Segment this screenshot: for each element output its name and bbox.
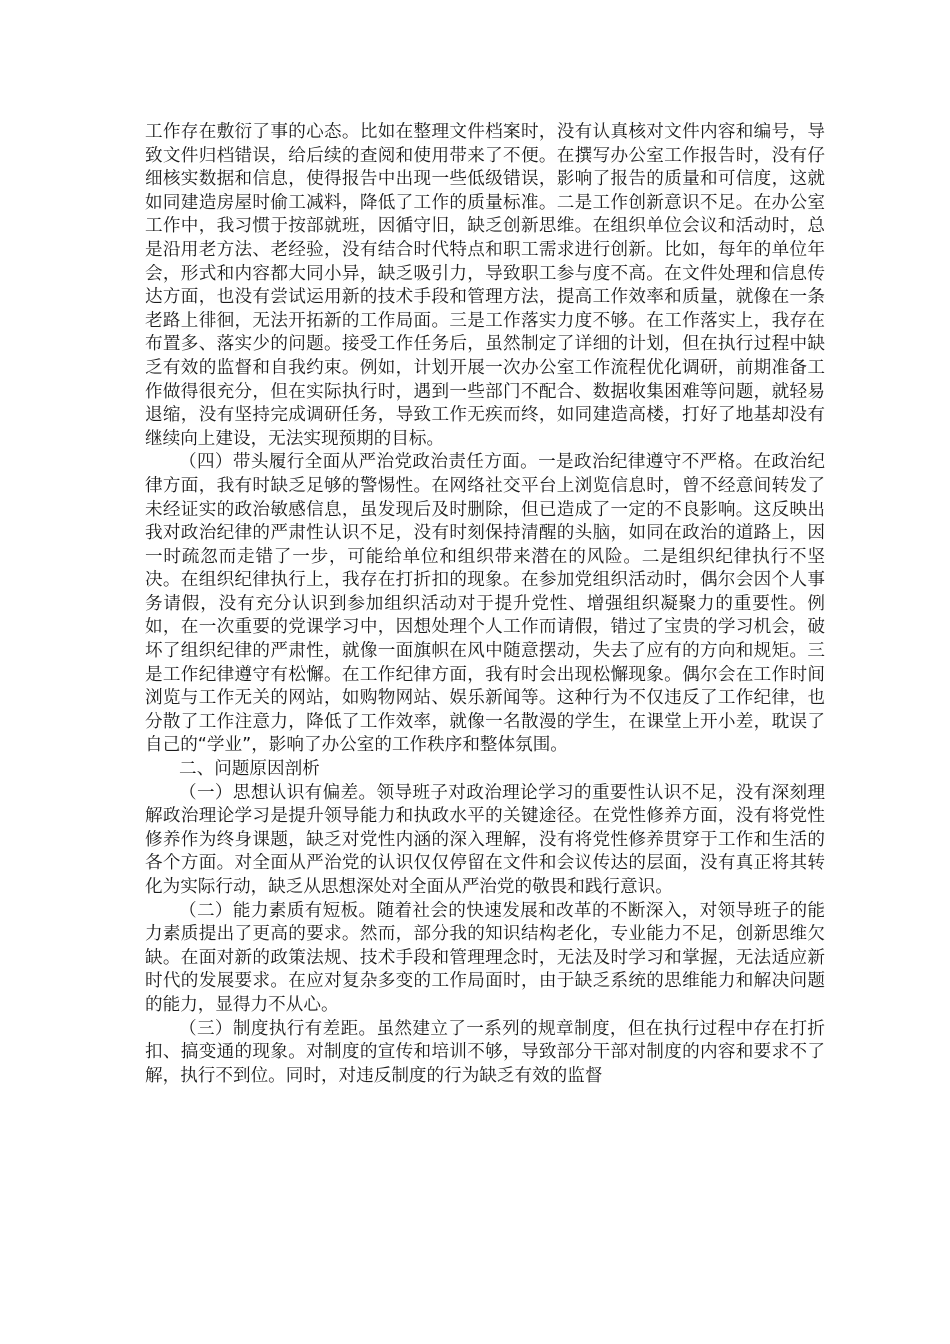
paragraph-work-attitude: 工作存在敷衍了事的心态。比如在整理文件档案时，没有认真核对文件内容和编号，导致文件归档错误，给后续的查阅和使用带来了不便。在撰写办公室工作报告时，没有仔细核实数据和信息，使得报告中出现一些低级错误，影响了报告的质量和可信度，这就如同建造房屋时偷工减料，降低了工作的质量标准。二是工作创新意识不足。在办公室工作中，我习惯于按部就班，因循守旧，缺乏创新思维。在组织单位会议和活动时，总是沿用老方法、老经验，没有结合时代特点和职工需求进行创新。比如，每年的单位年会，形式和内容都大同小异，缺乏吸引力，导致职工参与度不高。在文件处理和信息传达方面，也没有尝试运用新的技术手段和管理方法，提高工作效率和质量，就像在一条老路上徘徊，无法开拓新的工作局面。三是工作落实力度不够。在工作落实上，我存在布置多、落实少的问题。接受工作任务后，虽然制定了详细的计划，但在执行过程中缺乏有效的监督和自我约束。例如，计划开展一次办公室工作流程优化调研，前期准备工作做得很充分，但在实际执行时，遇到一些部门不配合、数据收集困难等问题，就轻易退缩，没有坚持完成调研任务，导致工作无疾而终，如同建造高楼，打好了地基却没有继续向上建设，无法实现预期的目标。 (145, 122, 825, 449)
section-heading-cause-analysis: 二、问题原因剖析 (179, 759, 320, 780)
paragraph-ideological-understanding: （一）思想认识有偏差。领导班子对政治理论学习的重要性认识不足，没有深刻理解政治理论学习是提升领导能力和执政水平的关键途径。在党性修养方面，没有将党性修养作为终身课题，缺乏对党性内涵的深入理解，没有将党性修养贯穿于工作和生活的各个方面。对全面从严治党的认识仅仅停留在文件和会议传达的层面，没有真正将其转化为实际行动，缺乏从思想深处对全面从严治党的敬畏和践行意识。 (145, 782, 825, 897)
paragraph-political-responsibility: （四）带头履行全面从严治党政治责任方面。一是政治纪律遵守不严格。在政治纪律方面，我有时缺乏足够的警惕性。在网络社交平台上浏览信息时，曾不经意间转发了未经证实的政治敏感信息，虽发现后及时删除，但已造成了一定的不良影响。这反映出我对政治纪律的严肃性认识不足，没有时刻保持清醒的头脑，如同在政治的道路上，因一时疏忽而走错了一步，可能给单位和组织带来潜在的风险。二是组织纪律执行不坚决。在组织纪律执行上，我存在打折扣的现象。在参加党组织活动时，偶尔会因个人事务请假，没有充分认识到参加组织活动对于提升党性、增强组织凝聚力的重要性。例如，在一次重要的党课学习中，因想处理个人工作而请假，错过了宝贵的学习机会，破坏了组织纪律的严肃性，就像一面旗帜在风中随意摆动，失去了应有的方向和规矩。三是工作纪律遵守有松懈。在工作纪律方面，我有时会出现松懈现象。偶尔会在工作时间浏览与工作无关的网站，如购物网站、娱乐新闻等。这种行为不仅违反了工作纪律，也分散了工作注意力，降低了工作效率，就像一名散漫的学生，在课堂上开小差，耽误了自己的“学业”，影响了办公室的工作秩序和整体氛围。 (145, 452, 825, 756)
document-body (145, 121, 825, 1088)
paragraph-system-execution: （三）制度执行有差距。虽然建立了一系列的规章制度，但在执行过程中存在打折扣、搞变通的现象。对制度的宣传和培训不够，导致部分干部对制度的内容和要求不了解，执行不到位。同时，对违反制度的行为缺乏有效的监督 (145, 1018, 825, 1086)
paragraph-ability-shortcomings: （二）能力素质有短板。随着社会的快速发展和改革的不断深入，对领导班子的能力素质提出了更高的要求。然而，部分我的知识结构老化，专业能力不足，创新思维欠缺。在面对新的政策法规、技术手段和管理理念时，无法及时学习和掌握，无法适应新时代的发展要求。在应对复杂多变的工作局面时，由于缺乏系统的思维能力和解决问题的能力，显得力不从心。 (145, 900, 825, 1015)
